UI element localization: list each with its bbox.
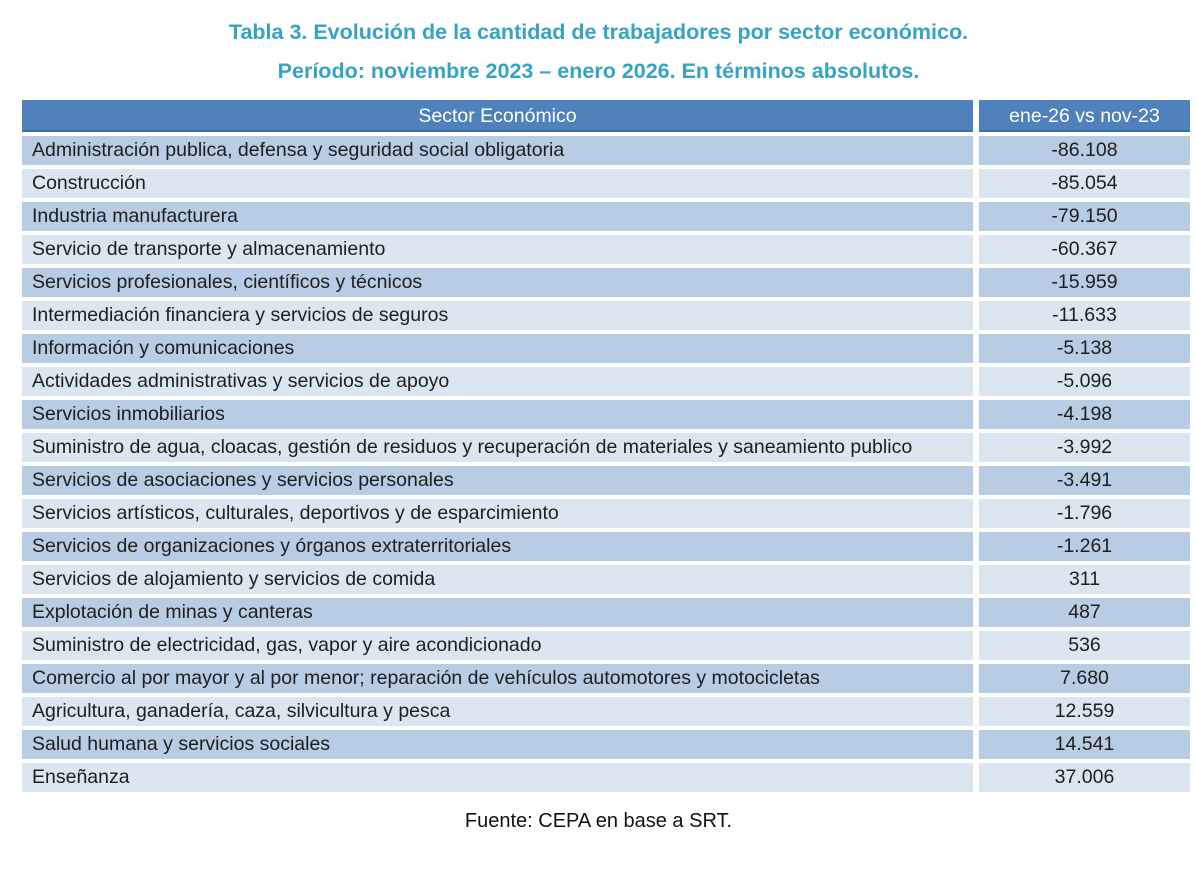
table-row <box>22 301 1190 334</box>
table-row <box>22 697 1190 730</box>
sector-cell: Agricultura, ganadería, caza, silvicultura y pesca <box>22 697 979 730</box>
title-line-2: Período: noviembre 2023 – enero 2026. En términos absolutos. <box>277 59 920 83</box>
source-note: Fuente: CEPA en base a SRT. <box>464 810 733 832</box>
value-cell: 311 <box>979 565 1190 598</box>
table-row <box>22 730 1190 763</box>
value-cell: 37.006 <box>979 763 1190 796</box>
value-cell: -4.198 <box>979 400 1190 433</box>
sector-cell: Salud humana y servicios sociales <box>22 730 979 763</box>
table-row <box>22 631 1190 664</box>
sector-cell: Enseñanza <box>22 763 979 796</box>
header-cell-sector: Sector Económico <box>22 100 979 136</box>
value-cell: -1.261 <box>979 532 1190 565</box>
sector-cell: Servicios de organizaciones y órganos extraterritoriales <box>22 532 979 565</box>
table-row <box>22 235 1190 268</box>
header-row <box>22 100 1190 136</box>
table-row <box>22 136 1190 169</box>
table-row <box>22 367 1190 400</box>
sector-cell: Servicios profesionales, científicos y técnicos <box>22 268 979 301</box>
sector-cell: Industria manufacturera <box>22 202 979 235</box>
sector-cell: Comercio al por mayor y al por menor; reparación de vehículos automotores y motocicletas <box>22 664 979 697</box>
sector-cell: Servicios de asociaciones y servicios personales <box>22 466 979 499</box>
value-cell: -85.054 <box>979 169 1190 202</box>
sector-cell: Información y comunicaciones <box>22 334 979 367</box>
sector-cell: Administración publica, defensa y seguridad social obligatoria <box>22 136 979 169</box>
sector-cell: Intermediación financiera y servicios de seguros <box>22 301 979 334</box>
sector-cell: Suministro de electricidad, gas, vapor y aire acondicionado <box>22 631 979 664</box>
sector-cell: Servicios inmobiliarios <box>22 400 979 433</box>
title-line-1: Tabla 3. Evolución de la cantidad de trabajadores por sector económico. <box>228 20 969 44</box>
value-cell: -5.096 <box>979 367 1190 400</box>
table-row <box>22 499 1190 532</box>
value-cell: -3.491 <box>979 466 1190 499</box>
table-row <box>22 598 1190 631</box>
value-cell: 14.541 <box>979 730 1190 763</box>
table-row <box>22 565 1190 598</box>
table-body <box>22 136 1190 796</box>
table-title <box>0 0 1197 91</box>
table-row <box>22 763 1190 796</box>
value-cell: -79.150 <box>979 202 1190 235</box>
sector-table <box>22 100 1190 796</box>
value-cell: 487 <box>979 598 1190 631</box>
sector-cell: Servicios artísticos, culturales, deportivos y de esparcimiento <box>22 499 979 532</box>
table-row <box>22 334 1190 367</box>
header-cell-value: ene-26 vs nov-23 <box>979 100 1190 136</box>
value-cell: 536 <box>979 631 1190 664</box>
table-row <box>22 664 1190 697</box>
table-row <box>22 169 1190 202</box>
value-cell: -3.992 <box>979 433 1190 466</box>
table-row <box>22 532 1190 565</box>
value-cell: -86.108 <box>979 136 1190 169</box>
value-cell: -60.367 <box>979 235 1190 268</box>
table-row <box>22 400 1190 433</box>
value-cell: -15.959 <box>979 268 1190 301</box>
value-cell: -5.138 <box>979 334 1190 367</box>
sector-cell: Construcción <box>22 169 979 202</box>
sector-cell: Servicio de transporte y almacenamiento <box>22 235 979 268</box>
value-cell: 7.680 <box>979 664 1190 697</box>
table-row <box>22 466 1190 499</box>
value-cell: 12.559 <box>979 697 1190 730</box>
value-cell: -1.796 <box>979 499 1190 532</box>
table-row <box>22 268 1190 301</box>
sector-cell: Explotación de minas y canteras <box>22 598 979 631</box>
value-cell: -11.633 <box>979 301 1190 334</box>
sector-cell: Suministro de agua, cloacas, gestión de residuos y recuperación de materiales y saneamiento publico <box>22 433 979 466</box>
table-row <box>22 433 1190 466</box>
sector-cell: Actividades administrativas y servicios de apoyo <box>22 367 979 400</box>
sector-cell: Servicios de alojamiento y servicios de comida <box>22 565 979 598</box>
table-row <box>22 202 1190 235</box>
